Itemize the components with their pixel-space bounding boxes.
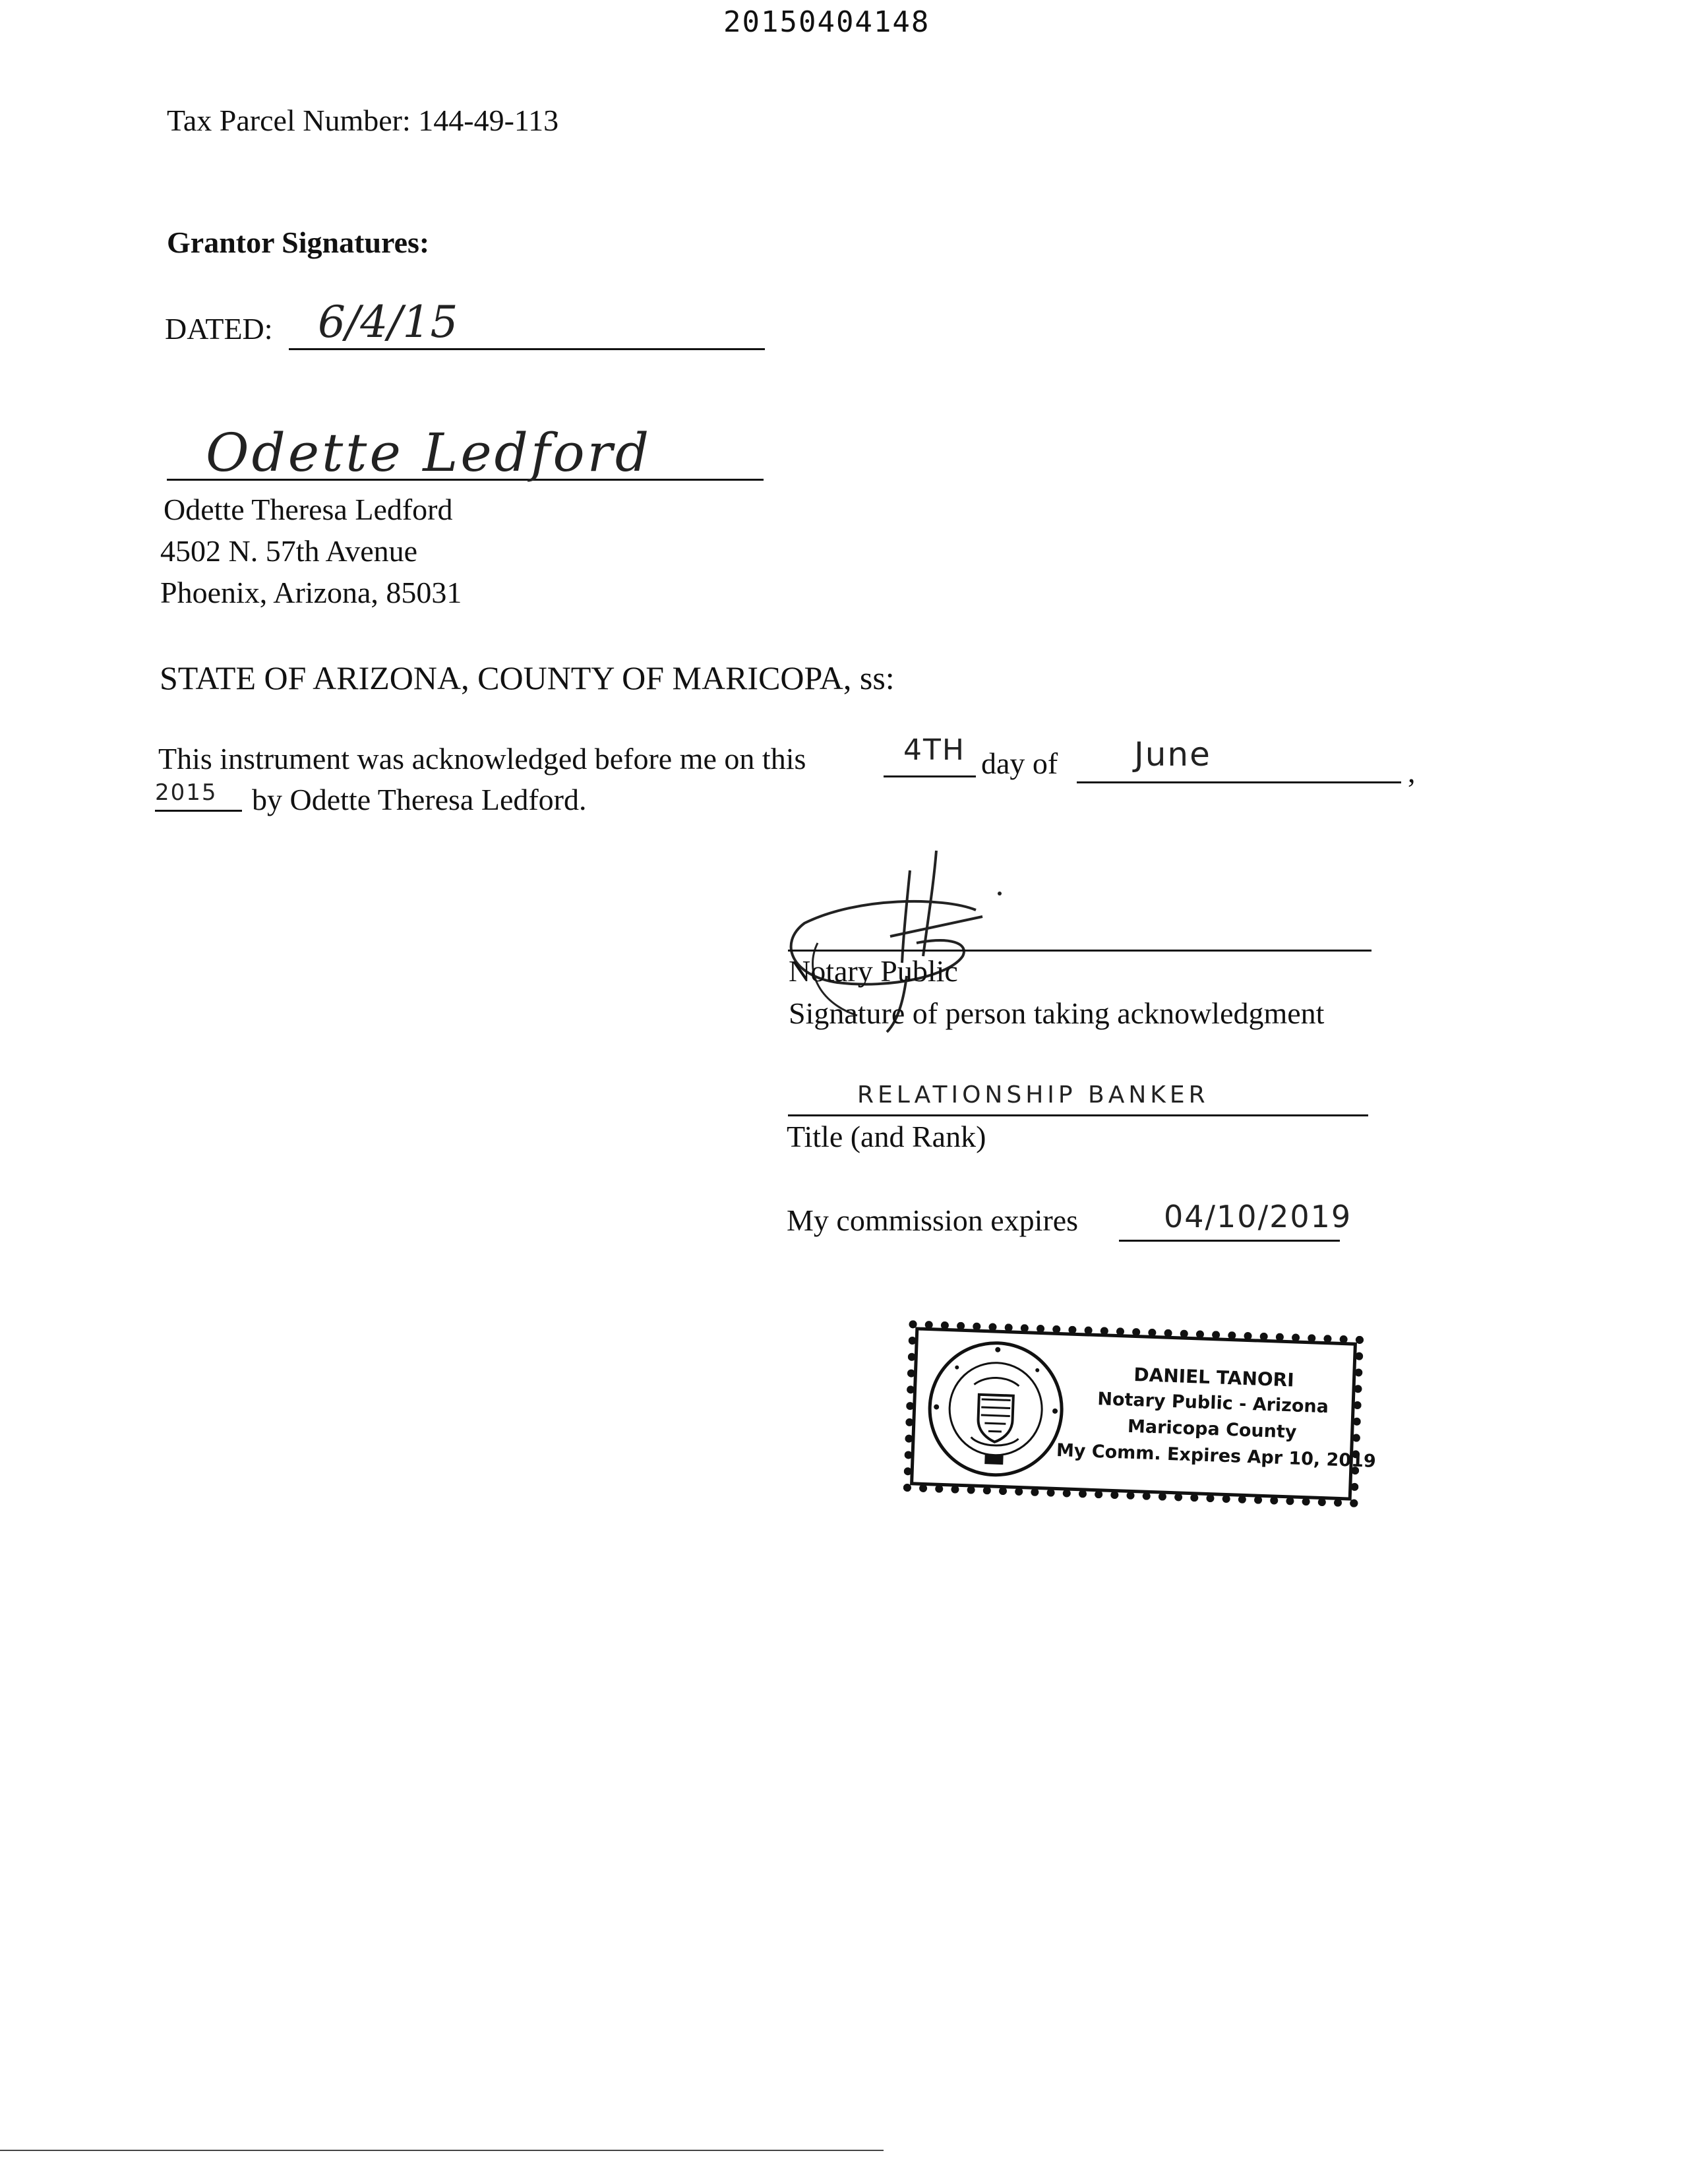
- grantor-address-line1: 4502 N. 57th Avenue: [160, 534, 418, 568]
- dated-handwritten: 6/4/15: [318, 297, 458, 348]
- stamp-notary-name: DANIEL TANORI: [1133, 1363, 1295, 1391]
- ack-day-handwritten: 4TH: [903, 733, 965, 767]
- title-caption: Title (and Rank): [787, 1120, 986, 1153]
- ack-year-line: [155, 810, 242, 812]
- notary-public-label: Notary Public: [789, 954, 958, 988]
- bottom-rule: [0, 2150, 884, 2151]
- ack-by: by Odette Theresa Ledford.: [252, 783, 587, 816]
- ack-month-handwritten: June: [1134, 735, 1211, 774]
- stamp-title: Notary Public - Arizona: [1097, 1389, 1329, 1418]
- notary-stamp: [903, 1320, 1377, 1507]
- dated-line: [289, 348, 765, 350]
- stamp-county: Maricopa County: [1127, 1416, 1297, 1443]
- commission-handwritten: 04/10/2019: [1164, 1199, 1352, 1234]
- state-seal-icon: [923, 1337, 1068, 1481]
- ack-day-line: [884, 775, 976, 777]
- venue-statement: STATE OF ARIZONA, COUNTY OF MARICOPA, ss:: [160, 659, 895, 696]
- ack-comma: ,: [1408, 755, 1416, 789]
- ack-day-of: day of: [981, 746, 1058, 780]
- grantor-signatures-heading: Grantor Signatures:: [167, 226, 430, 259]
- grantor-address-line2: Phoenix, Arizona, 85031: [160, 576, 462, 609]
- notary-signature-line: [788, 950, 1372, 952]
- grantor-signature: Odette Ledford: [206, 422, 652, 483]
- title-line: [788, 1114, 1368, 1116]
- dated-label: DATED:: [165, 312, 273, 346]
- tax-parcel-number: Tax Parcel Number: 144-49-113: [167, 104, 559, 137]
- commission-line: [1119, 1240, 1340, 1242]
- stamp-expiration: My Comm. Expires Apr 10, 2019: [1056, 1440, 1377, 1472]
- commission-label: My commission expires: [787, 1203, 1079, 1237]
- ack-prefix: This instrument was acknowledged before me on this: [158, 742, 806, 775]
- recording-number: 20150404148: [723, 5, 930, 39]
- title-handwritten: RELATIONSHIP BANKER: [857, 1081, 1209, 1108]
- grantor-name: Odette Theresa Ledford: [164, 493, 453, 526]
- ack-month-line: [1077, 781, 1401, 783]
- ack-year-handwritten: 2015: [155, 779, 218, 806]
- notary-signature-caption: Signature of person taking acknowledgment: [789, 996, 1325, 1030]
